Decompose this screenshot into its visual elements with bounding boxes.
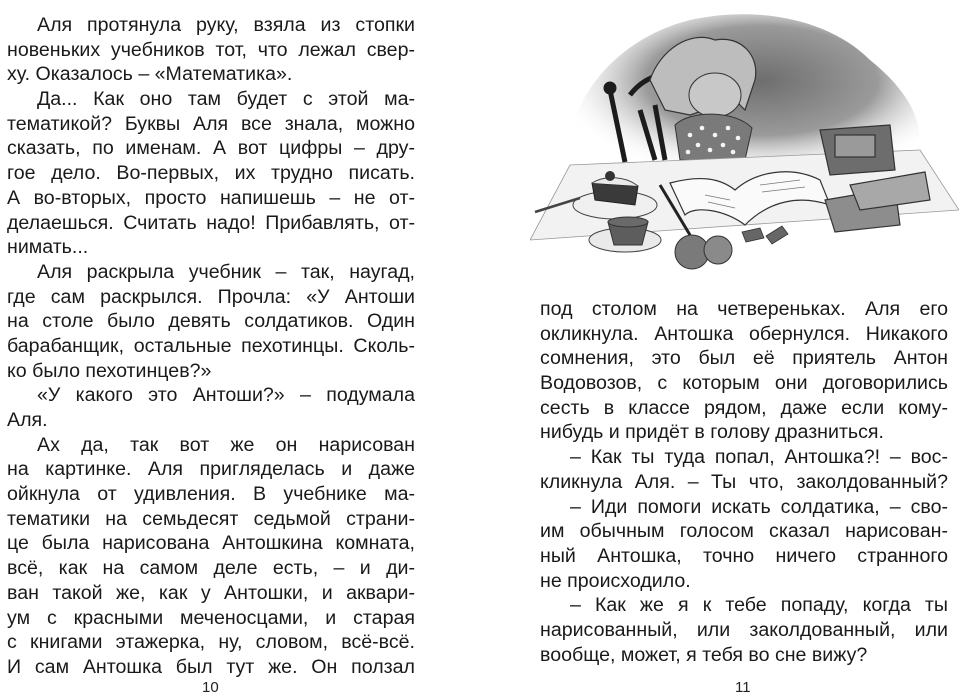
text-line: – Как ты туда попал, Антошка?! – вос- (570, 446, 948, 469)
text-line: под столом на четвереньках. Аля его (540, 298, 948, 320)
text-line: тематикой? Буквы Аля все знала, можно (7, 112, 415, 135)
page-number-left: 10 (202, 679, 219, 696)
text-line: ум с красными меченосцами, и старая (7, 606, 415, 629)
text-line: окликнула. Антошка обернулся. Никакого (540, 322, 948, 345)
text-line: ный Антошка, точно ничего странного (540, 544, 948, 567)
text-line: Да... Как оно там будет с этой ма- (37, 88, 415, 111)
page-number-right: 11 (735, 679, 751, 696)
right-page-text (540, 297, 948, 667)
text-line: им обычным голосом сказал нарисован- (540, 520, 948, 543)
illustration-girl-reading (530, 0, 959, 290)
text-line: кликнула Аля. – Ты что, заколдованный? (540, 470, 948, 493)
text-line: новеньких учебников тот, что лежал свер- (7, 38, 415, 61)
text-line: гое дело. Во-первых, их трудно писать. (7, 162, 415, 185)
text-line: И сам Антошка был тут же. Он ползал (7, 655, 415, 678)
text-line: тематики на семьдесят седьмой страни- (7, 507, 415, 530)
text-line: Водовозов, с которым они договорились (540, 372, 948, 395)
girl-face (689, 73, 741, 117)
text-line: вообще, может, я тебя во сне вижу? (540, 643, 868, 666)
left-page-text (7, 13, 415, 680)
text-line: нарисованный, или заколдованный, или (540, 618, 948, 641)
text-line: нибудь и придёт в голову дразниться. (540, 421, 884, 444)
candies (742, 226, 788, 244)
text-line: ойкнула от удивления. В учебнике ма- (7, 483, 415, 506)
text-line: делаешься. Считать надо! Прибавлять, от- (7, 211, 415, 234)
text-line: ху. Оказалось – «Математика». (7, 63, 293, 86)
text-line: А во-вторых, просто напишешь – не от- (7, 186, 415, 209)
text-line: где сам раскрылся. Прочла: «У Антоши (7, 285, 415, 308)
text-line: Аля раскрыла учебник – так, наугад, (37, 260, 415, 283)
text-line: нимать... (7, 236, 89, 259)
text-line: Аля. (7, 409, 48, 431)
text-line: сесть в классе рядом, даже если кому- (540, 396, 948, 419)
text-line: Аля протянула руку, взяла из стопки (37, 14, 415, 36)
text-line: на столе было девять солдатиков. Один (7, 310, 415, 333)
text-line: це была нарисована Антошкина комната, (7, 532, 415, 555)
text-line: – Иди помоги искать солдатика, – сво- (570, 495, 948, 518)
text-line: сомнения, это был её приятель Антон (540, 347, 948, 370)
text-line: барабанщик, остальные пехотинцы. Сколь- (7, 334, 415, 357)
apples (675, 235, 732, 269)
text-line: Ах да, так вот же он нарисован (37, 433, 415, 456)
text-line: на картинке. Аля пригляделась и даже (7, 458, 415, 481)
text-line: с книгами этажерка, ну, словом, всё-всё. (7, 631, 415, 654)
text-line: ко было пехотинцев?» (7, 359, 212, 382)
text-line: сказать, по именам. А вот цифры – дру- (7, 137, 415, 160)
text-line: ван такой же, как у Антошки, и аквари- (7, 581, 415, 604)
text-line: всё, как на самом деле есть, – и ди- (7, 557, 415, 580)
text-line: «У какого это Антоши?» – подумала (37, 384, 415, 407)
text-line: не происходило. (540, 569, 691, 592)
text-line: – Как же я к тебе попаду, когда ты (570, 594, 948, 617)
